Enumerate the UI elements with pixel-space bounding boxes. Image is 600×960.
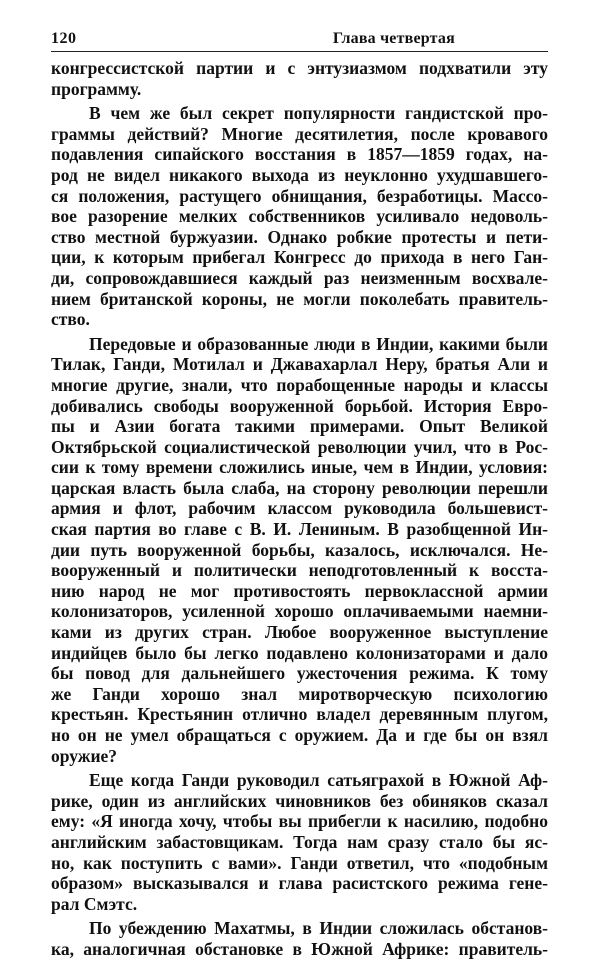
text-line: ди, сопровождавшиеся каждый раз неизменным восхвале- [51, 267, 548, 288]
text-line: ками из других стран. Любое вооруженное выступление [51, 622, 548, 643]
text-line: нию народ не мог противостоять первоклассной армии [51, 580, 548, 601]
text-line: программу. [51, 78, 142, 99]
text-line: ская партия во главе с В. И. Лениным. В разобщенной Ин- [51, 519, 548, 540]
text-line: Передовые и образованные люди в Индии, какими были [89, 333, 548, 354]
text-line: многие другие, знали, что порабощенные народы и классы [51, 374, 548, 395]
text-line: пы и Азии богата такими примерами. Опыт Великой [51, 416, 548, 437]
text-line: царская власть была слаба, на сторону революции перешли [51, 477, 548, 498]
text-line: ции, к которым прибегал Конгресс до прихода в него Ган- [51, 247, 548, 268]
text-line: Тилак, Ганди, Мотилал и Джавахарлал Неру, братья Али и [51, 354, 548, 375]
page-number: 120 [51, 30, 77, 47]
text-line: армия и флот, рабочим классом руководила большевист- [51, 498, 548, 519]
text-line: ка, аналогичная обстановке в Южной Африке: правитель- [51, 938, 548, 959]
text-line: добивались свободы вооруженной борьбой. История Евро- [51, 395, 548, 416]
text-line: род не видел никакого выхода из неуклонно ухудшавшего- [51, 164, 548, 185]
text-line: подавления сипайского восстания в 1857—1859 годах, на- [51, 144, 548, 165]
text-line: граммы действий? Многие десятилетия, после кровавого [51, 123, 548, 144]
text-line: же Ганди хорошо знал миротворческую психологию [51, 683, 548, 704]
text-line: конгрессистской партии и с энтузиазмом подхватили эту [51, 58, 548, 78]
text-line: сии к тому времени сложились иные, чем в Индии, условия: [51, 457, 548, 478]
text-line: дии путь вооруженной борьбы, казалось, исключался. Не- [51, 539, 548, 560]
text-line: вооруженный и политически неподготовленный к восста- [51, 560, 548, 581]
text-line: образом» высказывался и глава расистского режима гене- [51, 873, 548, 894]
body-text [51, 58, 548, 960]
text-line: но, как поступить с вами». Ганди ответил, что «подобным [51, 852, 548, 873]
text-line: рал Смэтс. [51, 893, 138, 914]
book-page [51, 29, 548, 960]
text-line: По убеждению Махатмы, в Индии сложилась обстанов- [89, 918, 548, 939]
text-line: но он не умел обращаться с оружием. Да и где бы он взял [51, 725, 548, 745]
text-line: индийцев было бы легко подавлено колонизаторами и дало [51, 642, 548, 663]
text-line: бы повод для дальнейшего ужесточения режима. К тому [51, 663, 548, 684]
text-line: английским забастовщикам. Тогда нам сразу стало бы яс- [51, 831, 548, 852]
text-line: колонизаторов, усиленной хорошо оплачиваемыми наемни- [51, 601, 548, 622]
running-header [51, 29, 548, 52]
text-line: оружие? [51, 745, 118, 766]
text-line: Октябрьской социалистической революции учил, что в Рос- [51, 436, 548, 457]
text-line: ему: «Я иногда хочу, чтобы вы прибегли к насилию, подобно [51, 811, 548, 832]
chapter-title: Глава четвертая [332, 30, 455, 47]
text-line: Еще когда Ганди руководил сатьяграхой в Южной Аф- [89, 770, 548, 791]
text-line: ство местной буржуазии. Однако робкие протесты и пети- [51, 226, 548, 247]
text-line: нием британской короны, не могли поколебать правитель- [51, 288, 548, 309]
text-line: крестьян. Крестьянин отлично владел деревянным плугом, [51, 704, 548, 725]
text-line: ся положения, растущего обнищания, безработицы. Массо- [51, 185, 548, 206]
text-line: В чем же был секрет популярности гандистской про- [89, 103, 548, 124]
text-line: ство. [51, 309, 90, 330]
text-line: вое разорение мелких собственников усиливало недоволь- [51, 206, 548, 227]
text-line: рике, один из английских чиновников без обиняков сказал [51, 790, 548, 811]
